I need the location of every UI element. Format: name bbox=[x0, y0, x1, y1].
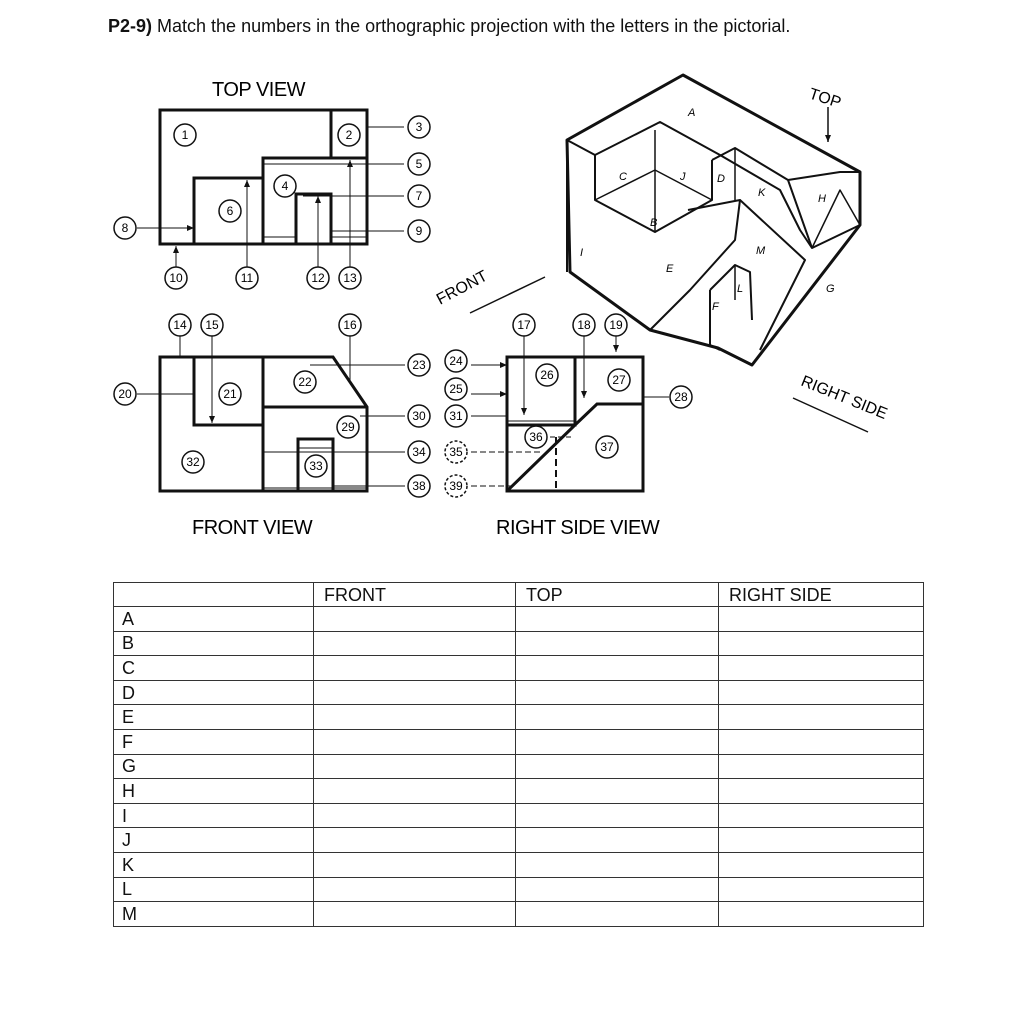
answer-cell-right-side[interactable] bbox=[719, 705, 924, 730]
answer-cell-top[interactable] bbox=[516, 852, 719, 877]
face-j: J bbox=[680, 171, 686, 183]
right-side-view-label: RIGHT SIDE VIEW bbox=[496, 517, 660, 539]
answer-cell-front[interactable] bbox=[314, 729, 516, 754]
face-e: E bbox=[666, 263, 674, 275]
face-g: G bbox=[826, 283, 835, 295]
top-view-label: TOP VIEW bbox=[212, 79, 306, 101]
answer-cell-front[interactable] bbox=[314, 877, 516, 902]
callout-18: 18 bbox=[577, 318, 591, 332]
answer-cell-right-side[interactable] bbox=[719, 852, 924, 877]
answer-cell-top[interactable] bbox=[516, 877, 719, 902]
table-row bbox=[114, 631, 924, 656]
row-label: E bbox=[114, 705, 314, 730]
callout-25: 25 bbox=[449, 382, 463, 396]
row-label: L bbox=[114, 877, 314, 902]
callout-14: 14 bbox=[173, 318, 187, 332]
table-row bbox=[114, 828, 924, 853]
answer-cell-right-side[interactable] bbox=[719, 902, 924, 927]
row-label: B bbox=[114, 631, 314, 656]
face-d: D bbox=[717, 173, 725, 185]
callout-12: 12 bbox=[311, 271, 325, 285]
row-label: G bbox=[114, 754, 314, 779]
row-label: K bbox=[114, 852, 314, 877]
callout-15: 15 bbox=[205, 318, 219, 332]
face-k: K bbox=[758, 187, 766, 199]
answer-cell-top[interactable] bbox=[516, 656, 719, 681]
answer-cell-top[interactable] bbox=[516, 902, 719, 927]
answer-cell-right-side[interactable] bbox=[719, 754, 924, 779]
answer-cell-top[interactable] bbox=[516, 631, 719, 656]
callout-11: 11 bbox=[240, 271, 254, 285]
callout-4: 4 bbox=[281, 179, 289, 193]
callout-34: 34 bbox=[412, 445, 426, 459]
face-h: H bbox=[818, 193, 826, 205]
table-row bbox=[114, 680, 924, 705]
answer-cell-front[interactable] bbox=[314, 754, 516, 779]
answer-cell-front[interactable] bbox=[314, 607, 516, 632]
face-m: M bbox=[756, 245, 766, 257]
answer-cell-top[interactable] bbox=[516, 754, 719, 779]
answer-cell-top[interactable] bbox=[516, 705, 719, 730]
answer-cell-front[interactable] bbox=[314, 631, 516, 656]
face-f: F bbox=[712, 301, 719, 313]
answer-cell-top[interactable] bbox=[516, 779, 719, 804]
answer-cell-front[interactable] bbox=[314, 902, 516, 927]
callout-39: 39 bbox=[449, 479, 463, 493]
answer-cell-top[interactable] bbox=[516, 729, 719, 754]
right-side-view bbox=[471, 336, 669, 491]
row-label: H bbox=[114, 779, 314, 804]
answer-cell-front[interactable] bbox=[314, 705, 516, 730]
row-label: C bbox=[114, 656, 314, 681]
callout-24: 24 bbox=[449, 354, 463, 368]
answer-cell-top[interactable] bbox=[516, 803, 719, 828]
row-label: M bbox=[114, 902, 314, 927]
table-row bbox=[114, 656, 924, 681]
callout-13: 13 bbox=[343, 271, 357, 285]
callout-3: 3 bbox=[415, 120, 423, 134]
answer-cell-front[interactable] bbox=[314, 656, 516, 681]
callout-31: 31 bbox=[449, 409, 463, 423]
header-top: TOP bbox=[516, 583, 719, 607]
table-row bbox=[114, 705, 924, 730]
callout-19: 19 bbox=[609, 318, 623, 332]
callout-27: 27 bbox=[612, 373, 626, 387]
callout-5: 5 bbox=[415, 157, 423, 171]
answer-cell-right-side[interactable] bbox=[719, 680, 924, 705]
callouts bbox=[114, 116, 692, 497]
callout-6: 6 bbox=[226, 204, 234, 218]
table-header-row bbox=[114, 583, 924, 607]
callout-8: 8 bbox=[121, 221, 129, 235]
answer-cell-right-side[interactable] bbox=[719, 828, 924, 853]
table-row bbox=[114, 803, 924, 828]
problem-text: Match the numbers in the orthographic projection with the letters in the pictorial. bbox=[157, 16, 791, 36]
table-row bbox=[114, 607, 924, 632]
answer-cell-front[interactable] bbox=[314, 779, 516, 804]
callout-1: 1 bbox=[181, 128, 189, 142]
answer-cell-right-side[interactable] bbox=[719, 779, 924, 804]
table-row bbox=[114, 754, 924, 779]
face-b: B bbox=[650, 217, 658, 229]
front-view-label: FRONT VIEW bbox=[192, 517, 313, 539]
pictorial-right-side-label: RIGHT SIDE bbox=[798, 372, 890, 423]
answer-cell-top[interactable] bbox=[516, 680, 719, 705]
row-label: A bbox=[114, 607, 314, 632]
answer-cell-front[interactable] bbox=[314, 852, 516, 877]
matching-table bbox=[113, 582, 924, 927]
callout-37: 37 bbox=[600, 440, 614, 454]
face-a: A bbox=[688, 107, 696, 119]
row-label: F bbox=[114, 729, 314, 754]
answer-cell-right-side[interactable] bbox=[719, 607, 924, 632]
table-row bbox=[114, 852, 924, 877]
pictorial-front-label: FRONT bbox=[433, 267, 491, 309]
callout-16: 16 bbox=[343, 318, 357, 332]
callout-21: 21 bbox=[223, 387, 237, 401]
callout-10: 10 bbox=[169, 271, 183, 285]
callout-36: 36 bbox=[529, 430, 543, 444]
answer-cell-front[interactable] bbox=[314, 680, 516, 705]
table-row bbox=[114, 877, 924, 902]
header-front: FRONT bbox=[314, 583, 516, 607]
answer-cell-front[interactable] bbox=[314, 803, 516, 828]
face-l: L bbox=[737, 283, 744, 295]
answer-cell-top[interactable] bbox=[516, 828, 719, 853]
callout-35: 35 bbox=[449, 445, 463, 459]
front-view bbox=[137, 336, 405, 491]
answer-cell-top[interactable] bbox=[516, 607, 719, 632]
callout-28: 28 bbox=[674, 390, 688, 404]
row-label: I bbox=[114, 803, 314, 828]
answer-cell-front[interactable] bbox=[314, 828, 516, 853]
callout-17: 17 bbox=[517, 318, 531, 332]
header-blank bbox=[114, 583, 314, 607]
callout-38: 38 bbox=[412, 479, 426, 493]
callout-22: 22 bbox=[298, 375, 312, 389]
callout-20: 20 bbox=[118, 387, 132, 401]
answer-cell-right-side[interactable] bbox=[719, 803, 924, 828]
callout-9: 9 bbox=[415, 224, 423, 238]
callout-7: 7 bbox=[415, 189, 423, 203]
callout-23: 23 bbox=[412, 358, 426, 372]
row-label: J bbox=[114, 828, 314, 853]
callout-2: 2 bbox=[345, 128, 353, 142]
answer-cell-right-side[interactable] bbox=[719, 656, 924, 681]
row-label: D bbox=[114, 680, 314, 705]
problem-number: P2-9) bbox=[108, 16, 153, 36]
table-row bbox=[114, 779, 924, 804]
callout-32: 32 bbox=[186, 455, 200, 469]
answer-cell-right-side[interactable] bbox=[719, 631, 924, 656]
table-row bbox=[114, 902, 924, 927]
callout-30: 30 bbox=[412, 409, 426, 423]
pictorial-top-label: TOP bbox=[806, 85, 844, 112]
callout-26: 26 bbox=[540, 368, 554, 382]
callout-29: 29 bbox=[341, 420, 355, 434]
header-right-side: RIGHT SIDE bbox=[719, 583, 924, 607]
answer-cell-right-side[interactable] bbox=[719, 729, 924, 754]
callout-33: 33 bbox=[309, 459, 323, 473]
face-c: C bbox=[619, 171, 627, 183]
answer-cell-right-side[interactable] bbox=[719, 877, 924, 902]
table-row bbox=[114, 729, 924, 754]
face-i: I bbox=[580, 247, 584, 259]
